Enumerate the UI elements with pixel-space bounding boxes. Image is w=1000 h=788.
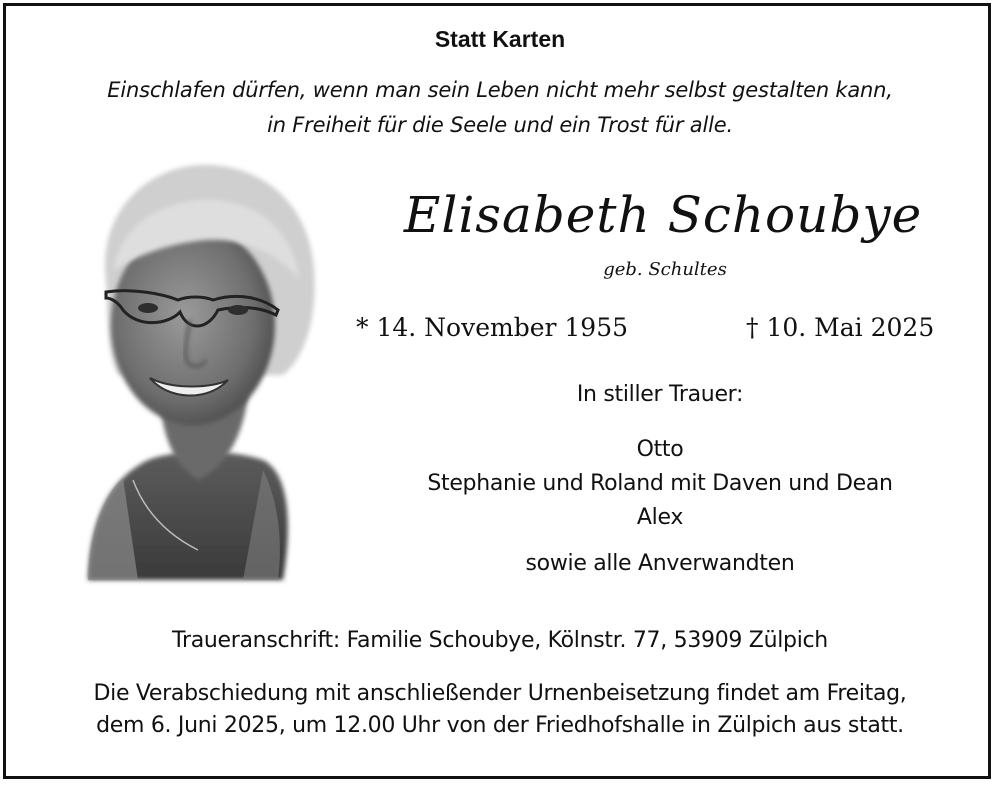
mourners-intro: In stiller Trauer: [576,382,744,407]
portrait-photo [78,160,323,590]
deceased-name: Elisabeth Schoubye [403,186,923,244]
death-date: † 10. Mai 2025 [746,313,935,342]
mourner-name: Alex [636,505,684,530]
quote-line-2: in Freiheit für die Seele und ein Trost für alle. [267,113,733,137]
mourner-name: Otto [636,437,684,462]
birth-date: * 14. November 1955 [356,313,629,342]
mourners-closing: sowie alle Anverwandten [525,551,795,576]
quote-line-1: Einschlafen dürfen, wenn man sein Leben nicht mehr selbst gestalten kann, [107,78,893,102]
ceremony-line-1: Die Verabschiedung mit anschließender Urnenbeisetzung findet am Freitag, [93,681,907,706]
maiden-name: geb. Schultes [603,259,727,280]
ceremony-line-2: dem 6. Juni 2025, um 12.00 Uhr von der Friedhofshalle in Zülpich aus statt. [96,713,904,738]
mourning-address: Traueranschrift: Familie Schoubye, Kölnstr. 77, 53909 Zülpich [172,628,828,653]
header-title: Statt Karten [434,26,566,52]
mourner-name: Stephanie und Roland mit Daven und Dean [427,471,893,496]
